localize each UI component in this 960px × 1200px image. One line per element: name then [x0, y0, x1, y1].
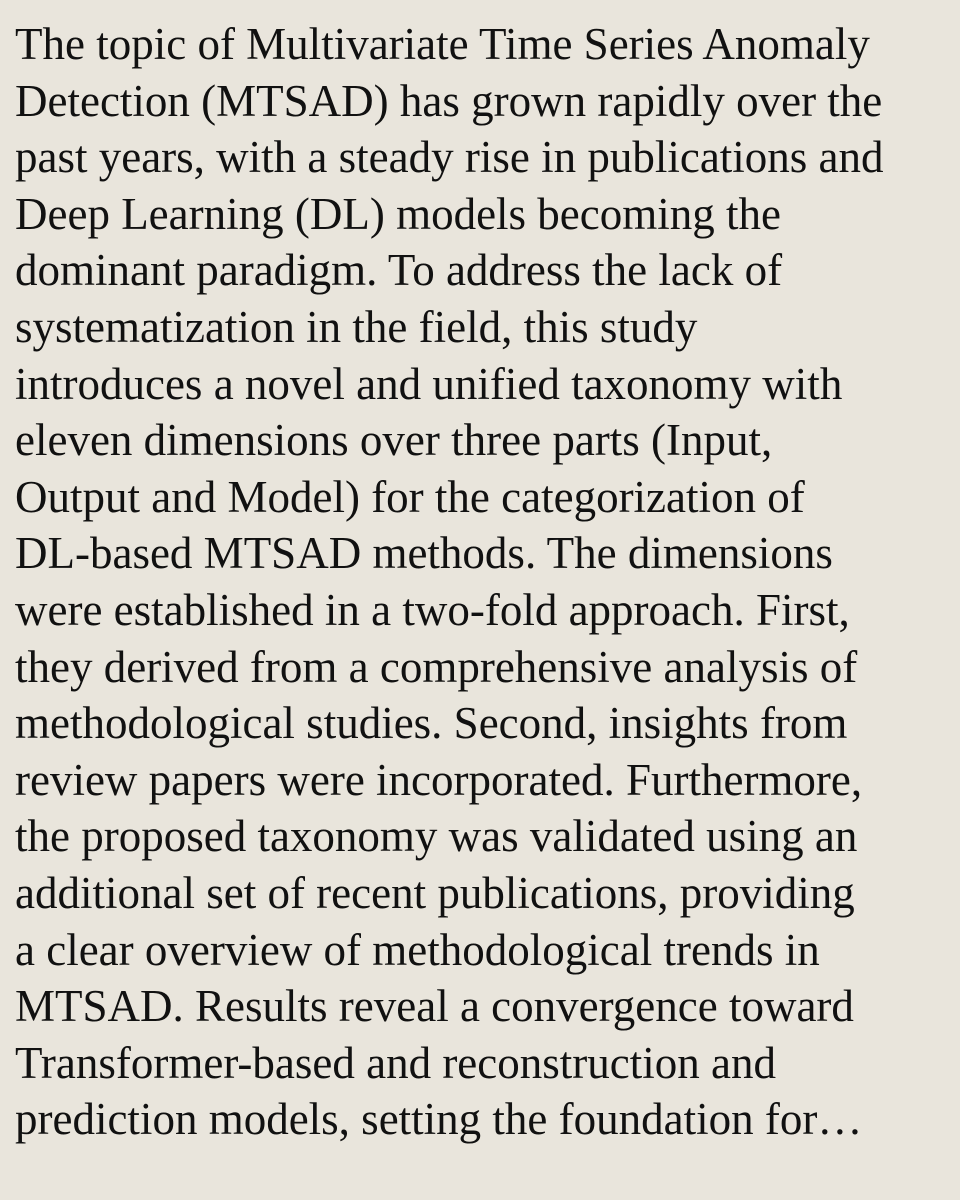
- text-line: were established in a two-fold approach. First,: [15, 584, 850, 635]
- text-line: past years, with a steady rise in publications and: [15, 132, 884, 183]
- text-line: eleven dimensions over three parts (Input,: [15, 415, 773, 466]
- text-line: prediction models, setting the foundation for…: [15, 1094, 863, 1145]
- text-line: Output and Model) for the categorization of: [15, 471, 805, 522]
- text-line: DL-based MTSAD methods. The dimensions: [15, 528, 833, 579]
- text-line: a clear overview of methodological trends in: [15, 924, 820, 975]
- abstract-paragraph: [15, 16, 946, 1148]
- text-line: introduces a novel and unified taxonomy with: [15, 358, 843, 409]
- text-line: additional set of recent publications, providing: [15, 867, 855, 918]
- text-line: dominant paradigm. To address the lack of: [15, 245, 783, 296]
- text-line: The topic of Multivariate Time Series Anomaly: [15, 19, 870, 69]
- text-line: the proposed taxonomy was validated using an: [15, 811, 858, 862]
- text-line: review papers were incorporated. Furthermore,: [15, 754, 863, 805]
- text-line: Deep Learning (DL) models becoming the: [15, 188, 781, 239]
- text-line: Detection (MTSAD) has grown rapidly over the: [15, 75, 883, 126]
- text-line: they derived from a comprehensive analysis of: [15, 641, 858, 692]
- text-line: Transformer-based and reconstruction and: [15, 1037, 776, 1088]
- text-line: systematization in the field, this study: [15, 301, 698, 352]
- text-line: MTSAD. Results reveal a convergence toward: [15, 981, 854, 1032]
- text-line: methodological studies. Second, insights from: [15, 698, 848, 749]
